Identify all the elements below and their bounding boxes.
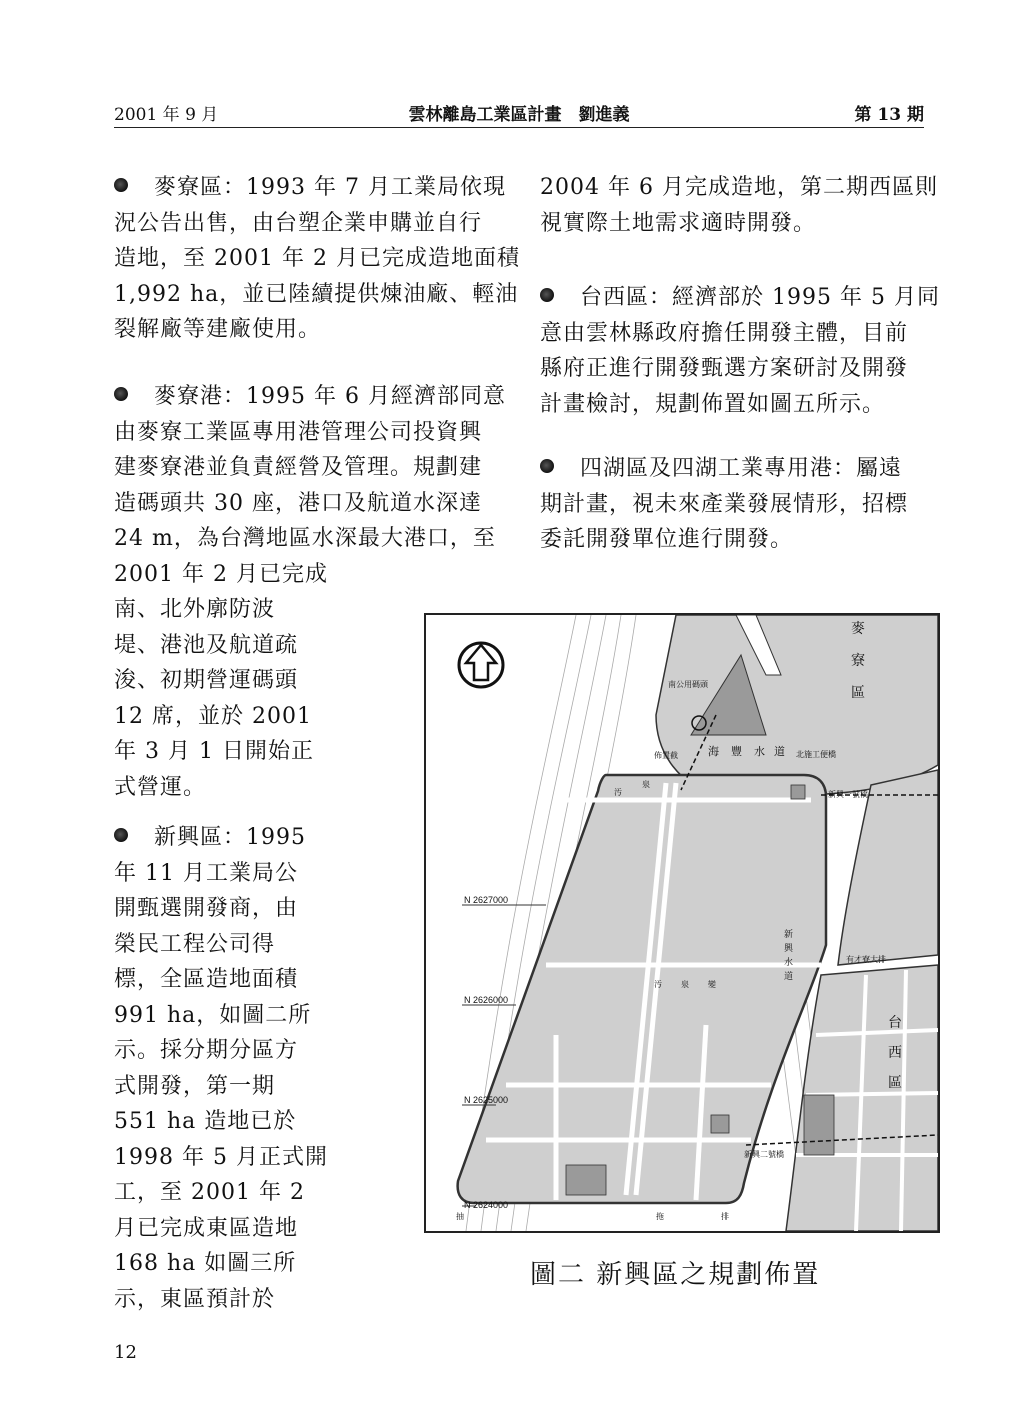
label-zone: 泉 xyxy=(681,980,689,989)
label-mailiao: 寮 xyxy=(851,653,865,669)
label-xinxing-channel: 興 xyxy=(784,944,794,954)
northing-label: N 2627000 xyxy=(464,895,509,905)
north-arrow-icon xyxy=(459,643,503,687)
northing-label: N 2626000 xyxy=(464,995,509,1005)
header-title: 雲林離島工業區計畫 劉進義 xyxy=(408,105,630,125)
label-zone: 汚 xyxy=(654,980,662,989)
label-taixi: 區 xyxy=(888,1075,902,1091)
bullet-icon xyxy=(114,387,128,401)
label-south-wharf: 南公用碼頭 xyxy=(668,680,708,689)
bullet-icon xyxy=(540,288,554,302)
header-issue: 第 13 期 xyxy=(854,105,924,125)
label-xinxing-channel: 新 xyxy=(784,930,794,940)
paragraph-mailiao-port: 麥寮港：1995 年 6 月經濟部同意 由麥寮工業區專用港管理公司投資興 建麥寮港並負責經營及管理。規劃建 造碼頭共 30 座，港口及航道水深達 24 m，為台灣地區水深最大港口，至 2001 年 2 月已完成 南、北外廓防波 堤、港池及航道疏 浚、初期營運碼頭 12 席，並於 2001 年 3 月 1 日開始正 式營運。 xyxy=(114,384,506,800)
label-haifeng: 豐 xyxy=(731,745,742,758)
label-north-bridge: 北施工便橋 xyxy=(796,750,836,759)
page-header xyxy=(114,96,924,126)
header-date: 2001 年 9 月 xyxy=(114,105,219,125)
label-haifeng: 道 xyxy=(774,745,785,758)
label-mailiao: 區 xyxy=(851,685,865,701)
label-zone: 汚 xyxy=(614,788,622,797)
bullet-icon xyxy=(114,828,128,842)
header-rule xyxy=(114,127,924,128)
label-zone: 抽 xyxy=(456,1212,464,1221)
label-xinxing-channel: 道 xyxy=(784,972,794,982)
label-zone: 拖 xyxy=(656,1212,664,1221)
map-drawing xyxy=(426,615,938,1231)
paragraph-xinxing-zone: 新興區：1995 年 11 月工業局公 開甄選開發商，由 榮民工程公司得 標，全區造地面積 991 ha，如圖二所 示。採分期分區方 式開發，第一期 551 ha 造地已於 1998 年 5 月正式開 工，至 2001 年 2 月已完成東區造地 168 ha 如圖三所 示，東區預計於 xyxy=(114,825,328,1312)
paragraph-mailiao-zone: 麥寮區：1993 年 7 月工業局依現 況公告出售，由台塑企業申購並自行 造地，至 2001 年 2 月已完成造地面積 1,992 ha，並已陸續提供煉油廠、輕油 裂解廠等建廠使用。 xyxy=(114,175,520,342)
bullet-icon xyxy=(540,459,554,473)
label-taixi: 台 xyxy=(888,1015,902,1031)
label-xinxing-bridge-2: 新興二號橋 xyxy=(744,1150,784,1159)
east-zone-land xyxy=(838,770,938,965)
bullet-icon xyxy=(114,178,128,192)
northing-label: N 2625000 xyxy=(464,1095,509,1105)
label-zone: 變 xyxy=(708,980,716,989)
label-taixi: 西 xyxy=(888,1045,902,1061)
label-mailiao: 麥 xyxy=(851,621,865,637)
page-number: 12 xyxy=(114,1342,137,1363)
northing-label: N 2624000 xyxy=(464,1200,509,1210)
label-zone: 泉 xyxy=(642,780,650,789)
label-xinxing-bridge-1: 新興一號橋 xyxy=(828,790,868,799)
label-xinxing-channel: 水 xyxy=(784,958,794,968)
mailiao-zone-land xyxy=(656,615,938,795)
label-haifeng: 水 xyxy=(754,745,765,758)
paragraph-xinxing-continued: 2004 年 6 月完成造地，第二期西區則 視實際土地需求適時開發。 xyxy=(540,175,938,236)
label-zone: 排 xyxy=(721,1212,729,1221)
label-youcai-drain: 有才寮大排 xyxy=(846,955,886,964)
paragraph-taixi-zone: 台西區：經濟部於 1995 年 5 月同 意由雲林縣政府擔任開發主體，目前 縣府正進行開發甄選方案研討及開發 計畫檢討，規劃佈置如圖五所示。 xyxy=(540,285,940,417)
paragraph-sihu-zone: 四湖區及四湖工業專用港：屬遠 期計畫，視未來產業發展情形，招標 委託開發單位進行開發。 xyxy=(540,456,909,552)
label-haifeng: 海 xyxy=(708,745,719,758)
figure-caption: 圖二 新興區之規劃佈置 xyxy=(530,1260,821,1290)
xinxing-layout-map xyxy=(424,613,940,1233)
taixi-parcel-dark xyxy=(804,1095,834,1155)
label-layout-cut: 佈置截 xyxy=(654,751,678,760)
